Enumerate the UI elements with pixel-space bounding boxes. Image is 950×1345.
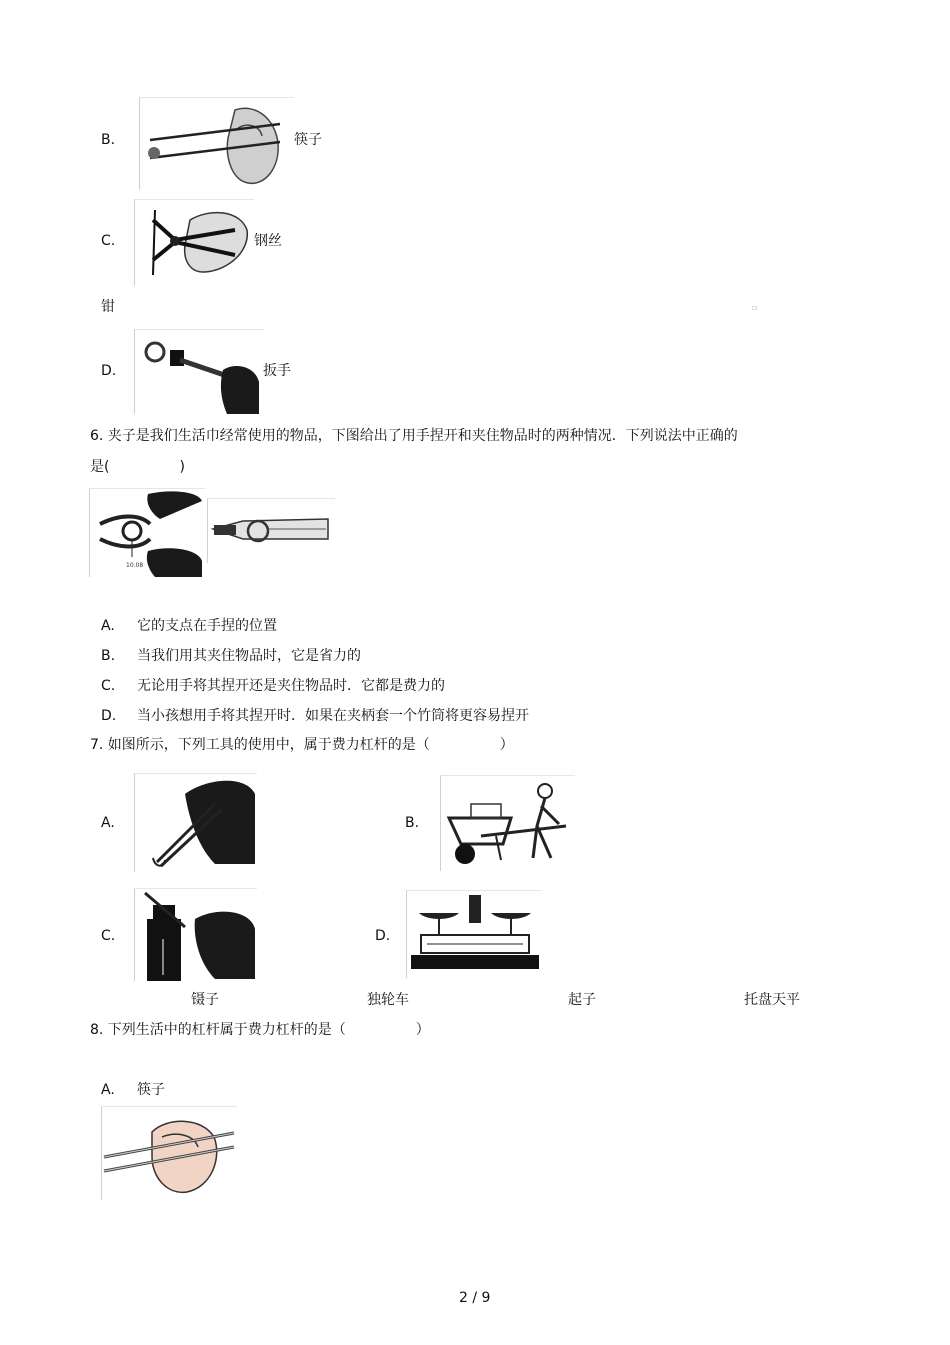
- q7-option-c-label: C.: [101, 928, 116, 944]
- caption-tweezers: 镊子: [191, 992, 219, 1008]
- svg-text:10.08: 10.08: [126, 562, 144, 569]
- q6-option-a-label: A.: [101, 618, 115, 634]
- q8-option-a-text: 筷子: [137, 1082, 165, 1098]
- wire-pliers-label-part2: 钳: [101, 299, 115, 315]
- q7-option-d-label: D.: [375, 928, 391, 944]
- wheelbarrow-image: [440, 775, 575, 871]
- caption-tray-balance: 托盘天平: [744, 992, 800, 1008]
- wire-pliers-image: [134, 199, 254, 286]
- option-c-label: C.: [101, 233, 116, 249]
- wire-pliers-label-part1: 钢丝: [254, 233, 282, 249]
- q6-stem-line2: 是( ): [90, 459, 185, 475]
- q7-option-b-label: B.: [405, 815, 420, 831]
- tiny-mark-icon: ▫: [752, 303, 758, 312]
- clip-closed-image: [207, 498, 335, 563]
- chopsticks-image: [139, 97, 294, 190]
- q8-chopsticks-image: [101, 1106, 237, 1200]
- option-b-label: B.: [101, 132, 116, 148]
- wrench-label: 扳手: [263, 363, 291, 379]
- option-d-label: D.: [101, 363, 117, 379]
- tray-balance-image: [406, 890, 542, 978]
- chopsticks-label: 筷子: [294, 132, 322, 148]
- q7-option-a-label: A.: [101, 815, 115, 831]
- page-number: 2 / 9: [459, 1290, 491, 1306]
- q6-stem-line1: 6. 夹子是我们生活巾经常使用的物品，下图给出了用手捏开和夹住物品时的两种情况．下列说法中正确的: [90, 428, 738, 444]
- q6-option-b-label: B.: [101, 648, 116, 664]
- q6-option-a-text: 它的支点在手捏的位置: [137, 618, 277, 634]
- q6-option-b-text: 当我们用其夹住物品时，它是省力的: [137, 648, 361, 664]
- tweezers-image: [134, 773, 257, 872]
- q6-option-d-text: 当小孩想用手将其捏开时．如果在夹柄套一个竹筒将更容易捏开: [137, 708, 529, 724]
- q6-option-d-label: D.: [101, 708, 117, 724]
- q6-option-c-label: C.: [101, 678, 116, 694]
- q6-option-c-text: 无论用手将其捏开还是夹住物品时．它都是费力的: [137, 678, 445, 694]
- caption-wheelbarrow: 独轮车: [367, 992, 409, 1008]
- q8-option-a-label: A.: [101, 1082, 115, 1098]
- wrench-image: [134, 329, 264, 414]
- q7-stem: 7. 如图所示，下列工具的使用中，属于费力杠杆的是（ ）: [90, 737, 514, 753]
- bottle-opener-image: [134, 888, 257, 981]
- caption-bottle-opener: 起子: [568, 992, 596, 1008]
- clip-open-image: [89, 488, 205, 577]
- q8-stem: 8. 下列生活中的杠杆属于费力杠杆的是（ ）: [90, 1022, 430, 1038]
